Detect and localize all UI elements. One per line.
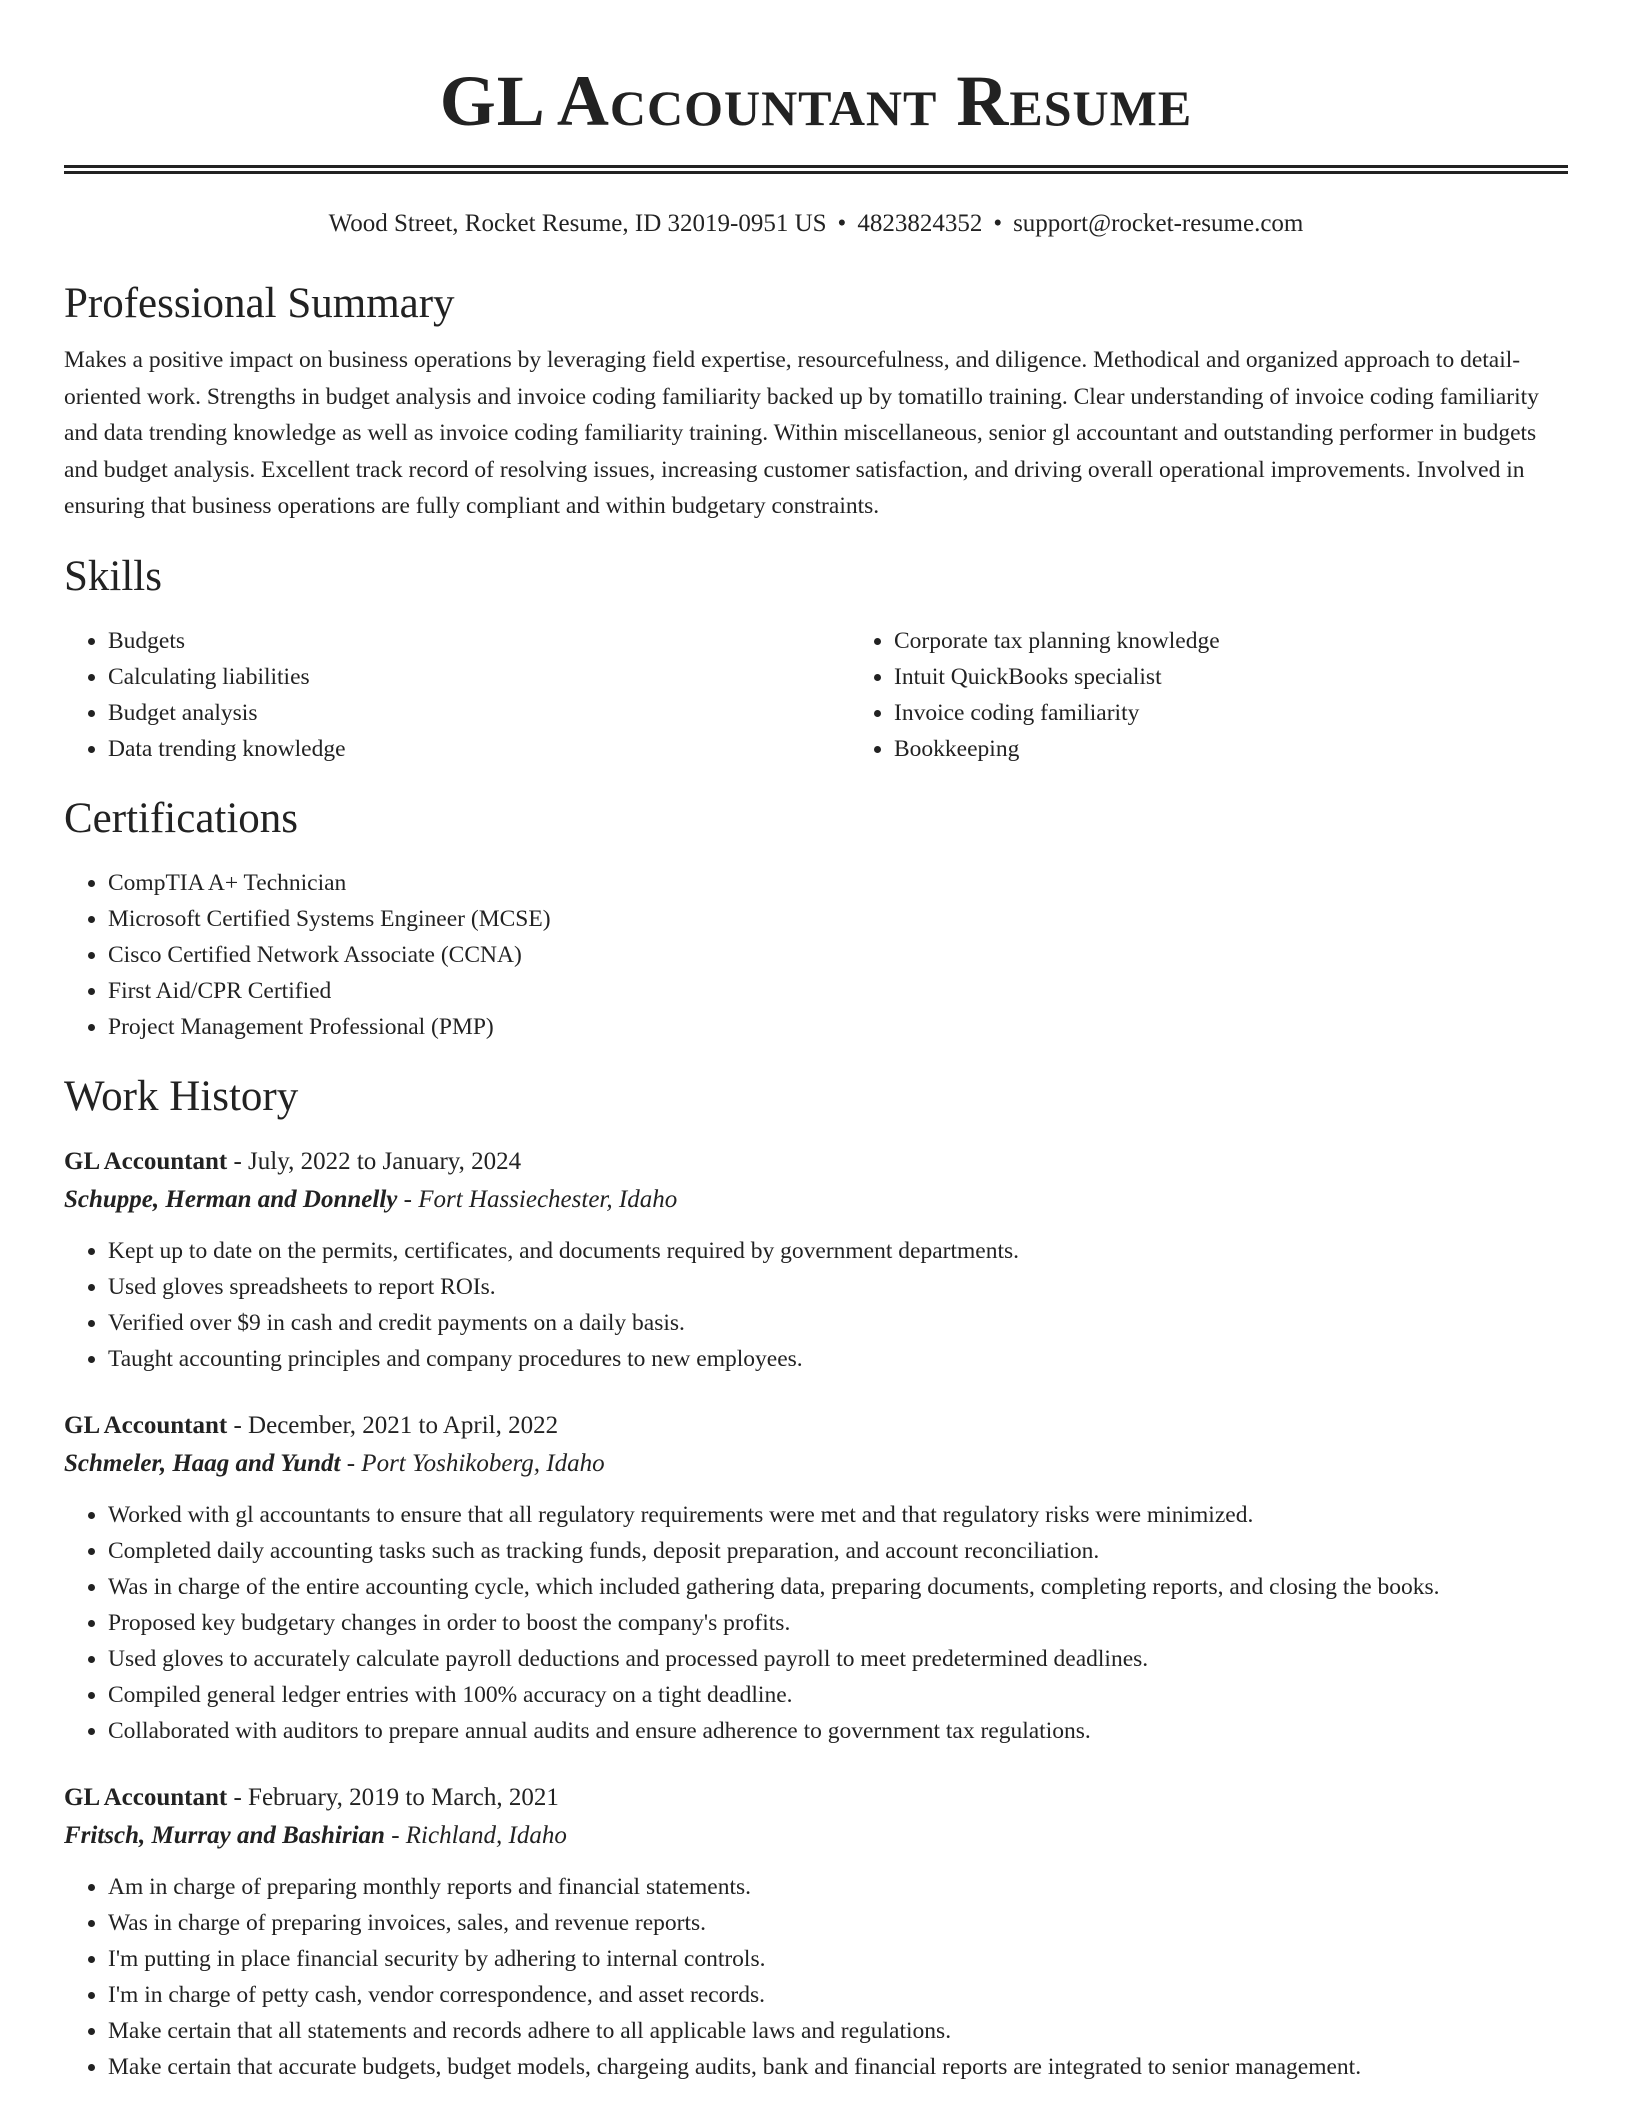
certification-item: • Cisco Certified Network Associate (CCNA) bbox=[108, 937, 1568, 973]
skills-columns bbox=[64, 623, 1568, 767]
job-bullet: • Was in charge of preparing invoices, sales, and revenue reports. bbox=[108, 1905, 1568, 1941]
job-bullet: • Worked with gl accountants to ensure that all regulatory requirements were met and that regulatory risks were minimized. bbox=[108, 1497, 1568, 1533]
job-dates: - July, 2022 to January, 2024 bbox=[227, 1147, 522, 1175]
job-company-line bbox=[64, 1181, 1568, 1219]
job-title: GL Accountant bbox=[64, 1783, 228, 1811]
resume-title: GL Accountant Resume bbox=[439, 61, 1193, 141]
skills-heading: Skills bbox=[64, 552, 162, 600]
job-bullet: • Am in charge of preparing monthly reports and financial statements. bbox=[108, 1869, 1568, 1905]
skill-item: • Corporate tax planning knowledge bbox=[894, 623, 1632, 659]
job-company-line bbox=[64, 1445, 1568, 1483]
skill-item: • Intuit QuickBooks specialist bbox=[894, 659, 1632, 695]
certification-item: • Microsoft Certified Systems Engineer (MCSE) bbox=[108, 901, 1568, 937]
job-bullet: • Make certain that all statements and records adhere to all applicable laws and regulations. bbox=[108, 2013, 1568, 2049]
job-entry bbox=[64, 1143, 1568, 1377]
job-bullet: • Proposed key budgetary changes in order to boost the company's profits. bbox=[108, 1605, 1568, 1641]
job-bullet: • I'm in charge of petty cash, vendor correspondence, and asset records. bbox=[108, 1977, 1568, 2013]
certification-item: • Project Management Professional (PMP) bbox=[108, 1009, 1568, 1045]
skills-list-left bbox=[64, 623, 850, 767]
work-history-heading: Work History bbox=[64, 1072, 299, 1120]
contact-email: support@rocket-resume.com bbox=[1013, 210, 1304, 237]
job-company-line bbox=[64, 1817, 1568, 1855]
job-dates: - December, 2021 to April, 2022 bbox=[227, 1411, 559, 1439]
skill-item: • Data trending knowledge bbox=[108, 731, 850, 767]
job-bullet: • Kept up to date on the permits, certificates, and documents required by government departments. bbox=[108, 1233, 1568, 1269]
job-bullets bbox=[64, 1497, 1568, 1749]
job-company: Fritsch, Murray and Bashirian bbox=[64, 1821, 385, 1849]
skills-list-right bbox=[850, 623, 1632, 767]
job-bullet: • Was in charge of the entire accounting cycle, which included gathering data, preparing documents, completing reports, and closing the books. bbox=[108, 1569, 1568, 1605]
skill-item: • Bookkeeping bbox=[894, 731, 1632, 767]
job-bullets bbox=[64, 1233, 1568, 1377]
job-bullet: • I'm putting in place financial security by adhering to internal controls. bbox=[108, 1941, 1568, 1977]
title-divider bbox=[64, 165, 1568, 174]
skill-item: • Invoice coding familiarity bbox=[894, 695, 1632, 731]
job-title: GL Accountant bbox=[64, 1147, 228, 1175]
job-entry bbox=[64, 1779, 1568, 2085]
certification-item: • First Aid/CPR Certified bbox=[108, 973, 1568, 1009]
job-bullet: • Taught accounting principles and company procedures to new employees. bbox=[108, 1341, 1568, 1377]
job-location: - Port Yoshikoberg, Idaho bbox=[340, 1449, 605, 1477]
job-bullets bbox=[64, 1869, 1568, 2085]
certifications-heading: Certifications bbox=[64, 794, 299, 842]
summary-heading: Professional Summary bbox=[64, 280, 455, 327]
job-bullet: • Completed daily accounting tasks such as tracking funds, deposit preparation, and account reconciliation. bbox=[108, 1533, 1568, 1569]
skill-item: • Budget analysis bbox=[108, 695, 850, 731]
job-title-line bbox=[64, 1143, 1568, 1181]
skill-item: • Budgets bbox=[108, 623, 850, 659]
contact-separator: • bbox=[993, 210, 1003, 237]
job-entry bbox=[64, 1407, 1568, 1749]
job-location: - Fort Hassiechester, Idaho bbox=[397, 1185, 678, 1213]
skill-item: • Calculating liabilities bbox=[108, 659, 850, 695]
job-title: GL Accountant bbox=[64, 1411, 228, 1439]
job-dates: - February, 2019 to March, 2021 bbox=[227, 1783, 559, 1811]
summary-text: Makes a positive impact on business operations by leveraging field expertise, resourcefulness, and diligence. Methodical and organized approach to detail-oriented work. Strengths in budget analysis and invoice coding familiarity backed up by tomatillo training. Clear understanding of invoice coding familiarity and data trending knowledge as well as invoice coding familiarity training. Within miscellaneous, senior gl accountant and outstanding performer in budgets and budget analysis. Excellent track record of resolving issues, increasing customer satisfaction, and driving overall operational improvements. Involved in ensuring that business operations are fully compliant and within budgetary constraints. bbox=[64, 347, 1539, 519]
job-title-line bbox=[64, 1407, 1568, 1445]
certification-item: • CompTIA A+ Technician bbox=[108, 865, 1568, 901]
job-bullet: • Compiled general ledger entries with 100% accuracy on a tight deadline. bbox=[108, 1677, 1568, 1713]
job-bullet: • Collaborated with auditors to prepare annual audits and ensure adherence to government tax regulations. bbox=[108, 1713, 1568, 1749]
job-company: Schuppe, Herman and Donnelly bbox=[64, 1185, 398, 1213]
job-title-line bbox=[64, 1779, 1568, 1817]
contact-separator: • bbox=[837, 210, 847, 237]
contact-address: Wood Street, Rocket Resume, ID 32019-0951 US bbox=[328, 210, 827, 237]
job-location: - Richland, Idaho bbox=[384, 1821, 567, 1849]
job-company: Schmeler, Haag and Yundt bbox=[64, 1449, 341, 1477]
job-bullet: • Used gloves to accurately calculate payroll deductions and processed payroll to meet predetermined deadlines. bbox=[108, 1641, 1568, 1677]
job-bullet: • Make certain that accurate budgets, budget models, chargeing audits, bank and financial reports are integrated to senior management. bbox=[108, 2049, 1568, 2085]
job-bullet: • Used gloves spreadsheets to report ROIs. bbox=[108, 1269, 1568, 1305]
contact-line bbox=[64, 209, 1568, 239]
contact-phone: 4823824352 bbox=[857, 210, 983, 237]
certifications-list bbox=[64, 865, 1568, 1045]
job-bullet: • Verified over $9 in cash and credit payments on a daily basis. bbox=[108, 1305, 1568, 1341]
